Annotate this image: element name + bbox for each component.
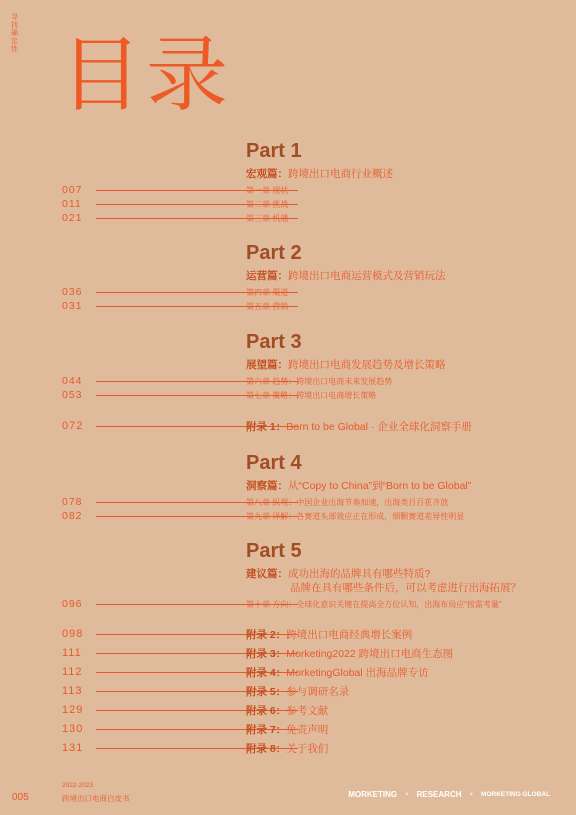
appendix-text: 关于我们: [286, 743, 329, 755]
toc-page: 036: [62, 286, 83, 298]
toc-label: [246, 703, 328, 718]
appendix-text: MorketingGlobal 出海品牌专访: [286, 667, 429, 679]
appendix-prefix: 附录 3：: [246, 648, 287, 660]
toc-page: 096: [62, 598, 83, 610]
toc-label: [246, 665, 429, 680]
toc-label: 第二章 挑战: [246, 200, 289, 209]
page-number: 005: [12, 792, 29, 803]
toc-row[interactable]: [62, 389, 562, 401]
logo-separator: ×: [469, 791, 474, 798]
appendix-prefix: 附录 8：: [246, 743, 287, 755]
part-4-title: Part 4: [246, 452, 302, 474]
toc-label: 第七章 策略：跨境出口电商增长策略: [246, 391, 377, 400]
toc-label: [246, 684, 349, 699]
toc-page: 078: [62, 496, 83, 508]
part-5-prefix: 建议篇：: [246, 568, 288, 580]
part-4-subtitle: [246, 478, 471, 493]
appendix-text: 免责声明: [286, 724, 329, 736]
toc-label: 第十章 方向：全球化意识关键在提高全方位认知，出海布局应“按需考量”: [246, 600, 502, 609]
part-1-title: Part 1: [246, 140, 302, 162]
toc-label: 第四章 渠道: [246, 288, 289, 297]
toc-row[interactable]: [62, 375, 562, 387]
page-title: 目录: [60, 30, 233, 121]
toc-row-appendix-5[interactable]: [62, 685, 562, 697]
logo-separator: ×: [405, 791, 409, 798]
toc-page: 113: [62, 685, 83, 697]
toc-page: 131: [62, 742, 84, 754]
appendix-prefix: 附录 7：: [246, 724, 287, 736]
toc-row-appendix-4[interactable]: [62, 666, 562, 678]
part-3-subtitle-text: 跨境出口电商发展趋势及增长策略: [288, 359, 446, 371]
toc-row-appendix-6[interactable]: [62, 704, 562, 716]
toc-label: [246, 627, 412, 642]
appendix-text: Morketing2022 跨境出口电商生态图: [286, 648, 454, 660]
part-1-subtitle-text: 跨境出口电商行业概述: [288, 168, 393, 180]
toc-page: 082: [62, 510, 83, 522]
toc-row-appendix-8[interactable]: [62, 742, 562, 754]
appendix-text: 参与调研名录: [286, 686, 350, 698]
footer-year: 2022-2023: [62, 782, 94, 789]
toc-page: 129: [62, 704, 84, 716]
appendix-prefix: 附录 4：: [246, 667, 287, 679]
toc-page: 130: [62, 723, 84, 735]
toc-row[interactable]: [62, 496, 562, 508]
toc-row-appendix-1[interactable]: [62, 420, 562, 432]
toc-label: 第八章 纵观：中国企业出海节奏加速，出海类目百花齐放: [246, 498, 449, 507]
toc-page: 098: [62, 628, 84, 640]
part-5-subtitle-text: 成功出海的品牌具有哪些特质?: [288, 568, 431, 580]
toc-page: 011: [62, 198, 82, 210]
toc-page: 044: [62, 375, 83, 387]
toc-row[interactable]: [62, 198, 562, 210]
appendix-prefix: 附录 5：: [246, 686, 287, 698]
toc-label: 第三章 机遇: [246, 214, 289, 223]
part-4-prefix: 洞察篇：: [246, 480, 288, 492]
part-2-subtitle-text: 跨境出口电商运营模式及营销玩法: [288, 270, 446, 282]
side-tag: 寻找确定性: [11, 14, 18, 53]
appendix-prefix: 附录 2：: [246, 629, 287, 641]
appendix-prefix: 附录 1：: [246, 421, 287, 433]
toc-page: 112: [62, 666, 83, 678]
appendix-text: 参考文献: [286, 705, 329, 717]
morketing-logo: MORKETING: [348, 790, 398, 799]
appendix-text: 跨境出口电商经典增长案例: [286, 629, 413, 641]
toc-row[interactable]: [62, 510, 562, 522]
toc-row[interactable]: [62, 184, 562, 196]
morketing-global-logo: MORKETING GLOBAL: [481, 791, 550, 798]
toc-label: [246, 646, 453, 661]
research-logo: RESEARCH: [416, 790, 462, 799]
toc-label: 第九章 详解：各赛道头部效应正在形成，细颗赛道差异性明显: [246, 512, 465, 521]
part-2-title: Part 2: [246, 242, 302, 264]
toc-page: 021: [62, 212, 83, 224]
part-2-prefix: 运营篇：: [246, 270, 288, 282]
toc-row[interactable]: [62, 286, 562, 298]
toc-page: 007: [62, 184, 83, 196]
toc-row-appendix-3[interactable]: [62, 647, 562, 659]
part-1-subtitle: [246, 166, 393, 181]
toc-page: 031: [62, 300, 83, 312]
toc-label: 第五章 营销: [246, 302, 289, 311]
toc-label: 第一章 现状: [246, 186, 289, 195]
footer-book-title: 跨境出口电商白皮书: [62, 794, 130, 803]
appendix-text: Born to be Global · 企业全球化洞察手册: [286, 421, 472, 433]
toc-label: 第六章 趋势：跨境出口电商未来发展趋势: [246, 377, 393, 386]
appendix-prefix: 附录 6：: [246, 705, 287, 717]
part-5-title: Part 5: [246, 540, 302, 562]
toc-page: 111: [62, 647, 82, 659]
part-5-subtitle: [246, 566, 430, 581]
toc-row-appendix-7[interactable]: [62, 723, 562, 735]
toc-page: 072: [62, 420, 84, 432]
toc-label: [246, 419, 472, 434]
part-3-prefix: 展望篇：: [246, 359, 288, 371]
part-5-subtitle-2: 品牌在具有哪些条件后，可以考虑进行出海拓展？: [290, 582, 521, 594]
footer-logos: [348, 790, 550, 799]
part-4-subtitle-text: 从“Copy to China”到“Born to be Global”: [288, 480, 472, 492]
toc-label: [246, 741, 328, 756]
toc-row[interactable]: [62, 300, 562, 312]
part-3-subtitle: [246, 357, 446, 372]
toc-page: 053: [62, 389, 83, 401]
toc-row[interactable]: [62, 598, 562, 610]
toc-row[interactable]: [62, 212, 562, 224]
toc-row-appendix-2[interactable]: [62, 628, 562, 640]
part-1-prefix: 宏观篇：: [246, 168, 288, 180]
part-3-title: Part 3: [246, 331, 302, 353]
toc-label: [246, 722, 328, 737]
part-2-subtitle: [246, 268, 446, 283]
